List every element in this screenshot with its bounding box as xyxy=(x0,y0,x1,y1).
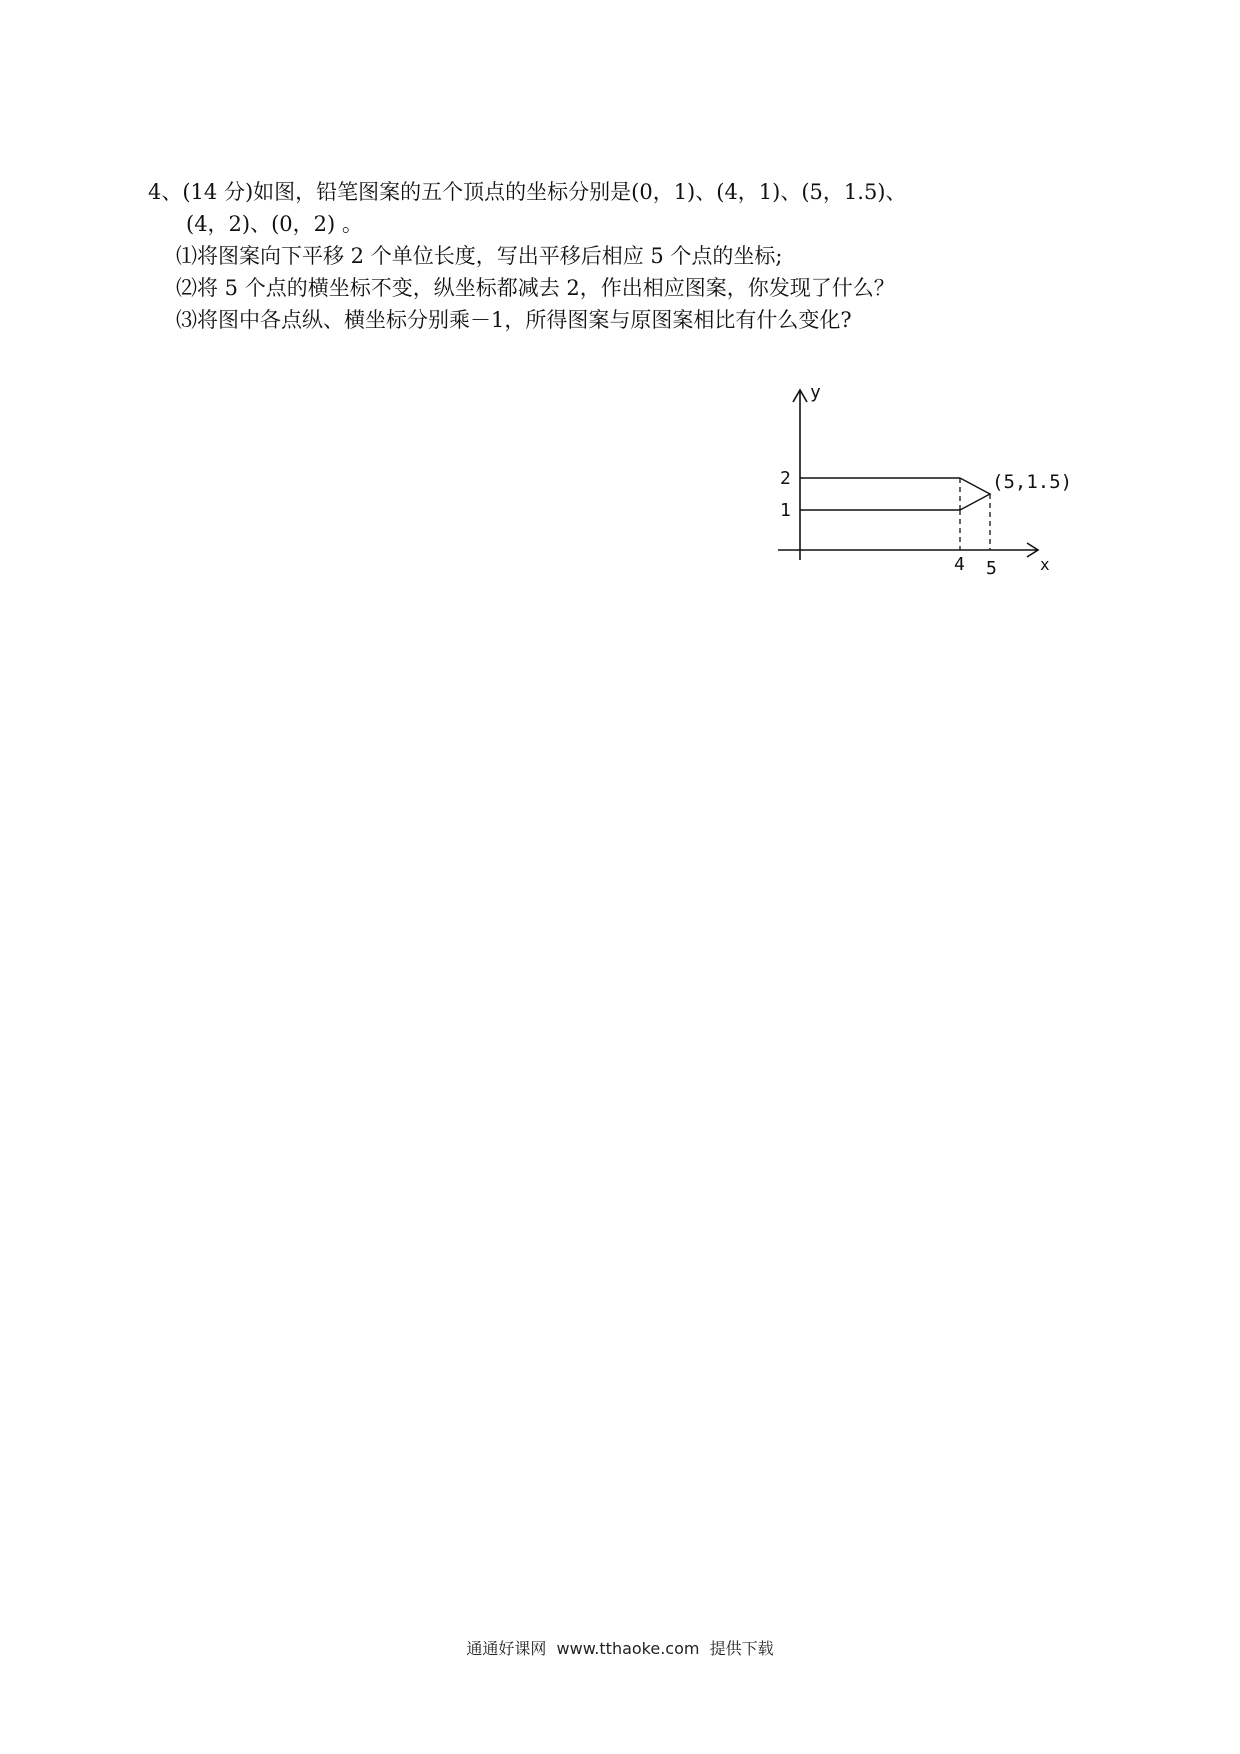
footer-text: 通通好课网 www.tthaoke.com 提供下载 xyxy=(466,1639,774,1658)
x-axis-label: x xyxy=(1040,555,1050,574)
pencil-tip xyxy=(960,478,990,510)
y-axis-label: y xyxy=(810,382,821,403)
y-tick-label-2: 2 xyxy=(780,468,791,489)
problem-statement-line-2: (4，2)、(0，2) 。 xyxy=(186,212,363,236)
question-3: ⑶将图中各点纵、横坐标分别乘－1，所得图案与原图案相比有什么变化? xyxy=(176,308,852,332)
tip-point-label: (5,1.5) xyxy=(992,471,1073,493)
question-1: ⑴将图案向下平移 2 个单位长度，写出平移后相应 5 个点的坐标; xyxy=(176,244,783,268)
pencil-coordinate-figure xyxy=(770,370,1100,585)
y-tick-label-1: 1 xyxy=(780,500,791,521)
x-tick-label-4: 4 xyxy=(954,554,965,575)
problem-statement-line-1: 4、(14 分)如图，铅笔图案的五个顶点的坐标分别是(0，1)、(4，1)、(5，1.5)、 xyxy=(148,180,907,204)
question-2: ⑵将 5 个点的横坐标不变，纵坐标都减去 2，作出相应图案，你发现了什么？ xyxy=(176,276,895,300)
x-tick-label-5: 5 xyxy=(986,558,997,579)
problem-text xyxy=(148,176,1108,336)
figure-canvas xyxy=(770,370,1100,585)
